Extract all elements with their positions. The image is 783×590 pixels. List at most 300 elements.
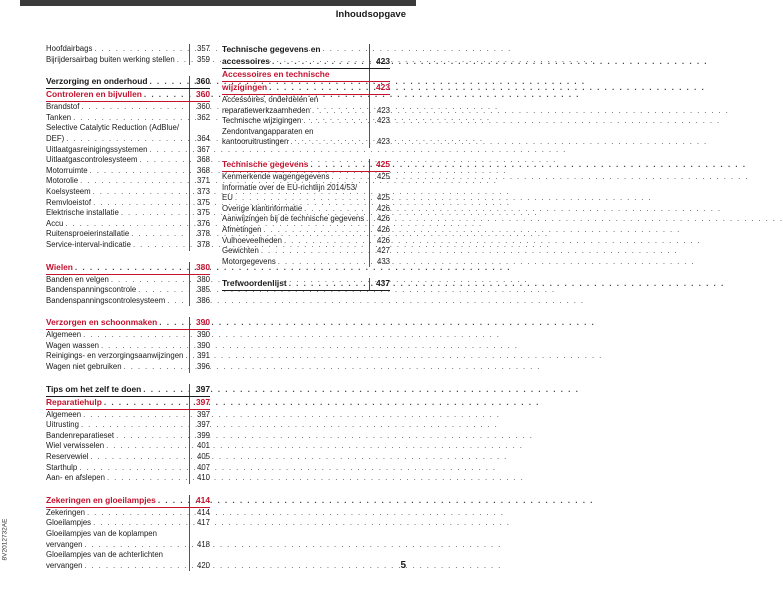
dot-leader <box>278 257 372 268</box>
toc-spacer <box>222 148 390 159</box>
toc-page-number: 396 <box>196 362 210 372</box>
page-separator-rule <box>369 95 370 106</box>
toc-page-number: 397 <box>196 383 210 394</box>
dot-leader <box>84 540 192 551</box>
toc-page-number: 427 <box>376 246 390 256</box>
toc-page-number: 359 <box>196 54 210 64</box>
toc-page-number: 420 <box>196 560 210 570</box>
toc-entry-title: Wagen niet gebruiken <box>46 362 122 372</box>
toc-page-number: 385 <box>196 285 210 295</box>
page-separator-rule <box>189 362 190 373</box>
page-separator-rule <box>189 341 190 352</box>
toc-entry-title: Bijrijdersairbag buiten werking stellen <box>46 54 175 64</box>
dot-leader <box>263 225 372 236</box>
toc-entry-title: Elektrische installatie <box>46 208 119 218</box>
toc-page-number: 414 <box>196 507 210 517</box>
dot-leader <box>139 155 192 166</box>
toc-page-number: 426 <box>376 224 390 234</box>
toc-page-number: 367 <box>196 144 210 154</box>
toc-entry-title: Zekeringen <box>46 507 86 517</box>
toc-page-number: 368 <box>196 165 210 175</box>
toc-page-number: 360 <box>196 89 210 100</box>
toc-entry[interactable] <box>46 420 210 431</box>
page-separator-rule <box>369 82 370 94</box>
dot-leader <box>144 89 192 100</box>
toc-entry-title: Technische wijzigingen <box>222 116 302 126</box>
toc-entry-title: Wielen <box>46 261 73 272</box>
toc-entry-title: Uitrusting <box>46 420 79 430</box>
toc-page-number: 407 <box>196 462 210 472</box>
toc-entry-title: Zendontvangapparaten en <box>222 126 314 136</box>
page-header-title: Inhoudsopgave <box>335 9 406 20</box>
dot-leader <box>235 193 372 204</box>
dot-leader <box>261 246 372 257</box>
toc-page-number: 423 <box>376 137 390 147</box>
page-separator-rule <box>369 204 370 215</box>
toc-entry-title: Bandenreparatieset <box>46 430 115 440</box>
dot-leader <box>159 317 192 328</box>
toc-page-number: 397 <box>196 420 210 430</box>
dot-leader <box>290 137 372 148</box>
dot-leader <box>93 518 192 529</box>
page-separator-rule <box>369 172 370 183</box>
toc-entry-title: Verzorging en onderhoud <box>46 76 148 87</box>
toc-entry-title: Accu <box>46 218 64 228</box>
dot-leader <box>83 410 192 421</box>
toc-entry[interactable] <box>222 172 390 183</box>
page-separator-rule <box>369 214 370 225</box>
page-separator-rule <box>189 529 190 540</box>
page-separator-rule <box>369 116 370 127</box>
toc-page-number: 357 <box>196 44 210 53</box>
toc-entry-title: Tips om het zelf te doen <box>46 383 142 394</box>
page-separator-rule <box>189 208 190 219</box>
page-separator-rule <box>189 155 190 166</box>
toc-entry[interactable] <box>46 208 210 219</box>
page-separator-rule <box>189 431 190 442</box>
toc-chapter-entry[interactable] <box>46 317 210 330</box>
toc-entry-title: DEF) <box>46 133 65 143</box>
toc-entry-title: Reservewiel <box>46 452 89 462</box>
toc-right-column <box>222 44 390 291</box>
document-code <box>1 512 18 572</box>
page-separator-rule <box>369 159 370 171</box>
toc-page-number: 423 <box>376 82 390 92</box>
toc-entry[interactable] <box>222 106 390 117</box>
page-separator-rule <box>189 55 190 66</box>
toc-entry[interactable] <box>46 55 210 66</box>
page-separator-rule <box>189 176 190 187</box>
toc-entry-title: Algemeen <box>46 409 82 419</box>
dot-leader <box>90 452 192 463</box>
dot-leader <box>303 116 372 127</box>
toc-entry-title: Banden en velgen <box>46 274 109 284</box>
toc-entry[interactable] <box>46 452 210 463</box>
page-separator-rule <box>189 384 190 396</box>
toc-entry-title: Wiel verwisselen <box>46 441 105 451</box>
page-separator-rule <box>189 463 190 474</box>
page-separator-rule <box>189 134 190 145</box>
toc-entry[interactable] <box>46 362 210 373</box>
toc-page-number: 418 <box>196 539 210 549</box>
dot-leader <box>79 463 192 474</box>
toc-chapter-entry[interactable] <box>46 397 210 410</box>
toc-entry[interactable] <box>46 441 210 452</box>
toc-entry-title: Accessoires, onderdelen en <box>222 95 319 104</box>
dot-leader <box>269 82 372 93</box>
toc-page-number: 405 <box>196 452 210 462</box>
toc-entry-title: Afmetingen <box>222 224 262 234</box>
page-separator-rule <box>189 113 190 124</box>
toc-page-number: 368 <box>196 155 210 165</box>
toc-entry-title: Overige klantinformatie <box>222 203 303 213</box>
page-separator-rule <box>369 183 370 194</box>
toc-entry-title: Selective Catalytic Reduction (AdBlue/ <box>46 123 180 133</box>
toc-entry[interactable] <box>46 187 210 198</box>
page-separator-rule <box>189 441 190 452</box>
toc-entry-title: EU <box>222 193 233 203</box>
dot-leader <box>272 56 372 67</box>
page-separator-rule <box>189 240 190 251</box>
toc-entry-title: vervangen <box>46 560 83 570</box>
page-separator-rule <box>369 257 370 268</box>
toc-entry[interactable] <box>46 508 210 519</box>
toc-entry[interactable] <box>46 275 210 286</box>
dot-leader <box>310 159 372 170</box>
toc-entry[interactable] <box>222 193 390 204</box>
toc-entry-title: Hoofdairbags <box>46 44 93 53</box>
toc-page-number: 378 <box>196 239 210 249</box>
toc-entry-title: accessoires <box>222 56 270 66</box>
dot-leader <box>107 473 192 484</box>
toc-entry[interactable] <box>46 219 210 230</box>
toc-entry[interactable] <box>46 198 210 209</box>
toc-entry[interactable] <box>222 183 390 194</box>
toc-chapter-entry[interactable] <box>46 262 210 275</box>
toc-entry-title: vervangen <box>46 539 83 549</box>
dot-leader <box>73 113 192 124</box>
toc-entry[interactable] <box>46 341 210 352</box>
toc-entry-title: Reinigings- en verzorgingsaanwijzingen <box>46 351 184 361</box>
toc-entry-title: Gewichten <box>222 246 259 256</box>
toc-entry-title: Tanken <box>46 112 72 122</box>
toc-page-number: 391 <box>196 351 210 361</box>
toc-entry-title: Technische gegevens <box>222 158 309 169</box>
page-separator-rule <box>189 397 190 409</box>
toc-entry-title: Technische gegevens en <box>222 44 321 54</box>
toc-entry[interactable] <box>222 214 390 225</box>
toc-entry[interactable] <box>46 473 210 484</box>
toc-entry-title: Trefwoordenlijst <box>222 278 287 289</box>
dot-leader <box>149 145 192 156</box>
dot-leader <box>93 187 192 198</box>
dot-leader <box>143 384 192 395</box>
toc-entry-title: Gloeilampjes <box>46 518 92 528</box>
toc-chapter-entry[interactable] <box>222 159 390 172</box>
page-separator-rule <box>189 229 190 240</box>
toc-entry[interactable] <box>222 204 390 215</box>
toc-entry-title: wijzigingen <box>222 82 268 92</box>
toc-page-number: 375 <box>196 197 210 207</box>
toc-entry[interactable] <box>46 463 210 474</box>
toc-entry-title: Brandstof <box>46 102 80 112</box>
toc-entry[interactable] <box>222 257 390 268</box>
toc-entry-title: Gloeilampjes van de achterlichten <box>46 550 164 560</box>
toc-page-number: 423 <box>376 105 390 115</box>
toc-entry[interactable] <box>46 44 210 55</box>
toc-chapter-entry[interactable] <box>222 82 390 95</box>
toc-chapter-entry[interactable] <box>222 44 390 56</box>
dot-leader <box>116 431 192 442</box>
toc-spacer <box>222 267 390 278</box>
toc-entry-title: Zekeringen en gloeilampjes <box>46 494 156 505</box>
toc-entry-title: Aan- en afslepen <box>46 473 105 483</box>
toc-page-number: 423 <box>376 56 390 66</box>
page-separator-rule <box>369 127 370 138</box>
dot-leader <box>101 341 192 352</box>
dot-leader <box>84 561 192 572</box>
toc-spacer <box>46 65 210 76</box>
toc-entry[interactable] <box>46 296 210 307</box>
toc-spacer <box>46 251 210 262</box>
toc-entry[interactable] <box>222 236 390 247</box>
toc-page-number: 376 <box>196 218 210 228</box>
toc-entry-title: Wagen wassen <box>46 340 100 350</box>
toc-chapter-entry[interactable] <box>46 76 210 89</box>
toc-page-number: 375 <box>196 208 210 218</box>
page-separator-rule <box>189 330 190 341</box>
toc-chapter-entry[interactable] <box>222 69 390 82</box>
toc-entry-title: Uitlaatgascontrolesysteem <box>46 155 138 165</box>
page-separator-rule <box>189 102 190 113</box>
toc-chapter-entry[interactable] <box>46 384 210 397</box>
page-separator-rule <box>189 89 190 101</box>
toc-page-number: 425 <box>376 158 390 169</box>
toc-entry-title: Motorgegevens <box>222 256 276 266</box>
toc-entry[interactable] <box>46 123 210 134</box>
dot-leader <box>104 397 192 408</box>
page-separator-rule <box>189 275 190 286</box>
page-separator-rule <box>369 246 370 257</box>
page-separator-rule <box>189 495 190 507</box>
toc-page-number: 414 <box>196 494 210 505</box>
dot-leader <box>149 76 192 87</box>
page-separator-rule <box>189 473 190 484</box>
toc-page-number: 362 <box>196 112 210 122</box>
page-separator-rule <box>189 123 190 134</box>
dot-leader <box>304 204 372 215</box>
page-separator-rule <box>369 106 370 117</box>
toc-chapter-entry[interactable] <box>222 56 390 69</box>
toc-entry-title: Reparatiehulp <box>46 396 102 407</box>
toc-entry[interactable] <box>222 95 390 106</box>
toc-entry-title: Informatie over de EU-richtlijn 2014/53/ <box>222 182 358 192</box>
toc-entry-title: Starthulp <box>46 462 78 472</box>
toc-page-number: 360 <box>196 76 210 87</box>
page-separator-rule <box>189 550 190 561</box>
toc-entry-title: Verzorgen en schoonmaken <box>46 317 158 328</box>
toc-entry[interactable] <box>46 176 210 187</box>
page-separator-rule <box>189 410 190 421</box>
toc-entry-title: kantooruitrustingen <box>222 137 289 147</box>
dot-leader <box>284 236 372 247</box>
page-separator-rule <box>189 351 190 362</box>
page-separator-rule <box>189 198 190 209</box>
toc-entry-title: Motorruimte <box>46 165 88 175</box>
toc-entry[interactable] <box>46 102 210 113</box>
toc-entry-title: Kenmerkende wagengegevens <box>222 171 330 181</box>
page-separator-rule <box>369 44 370 56</box>
toc-entry[interactable] <box>46 518 210 529</box>
dot-leader <box>138 285 192 296</box>
dot-leader <box>106 441 192 452</box>
toc-page-number: 433 <box>376 256 390 266</box>
toc-entry[interactable] <box>222 225 390 236</box>
page-separator-rule <box>189 508 190 519</box>
dot-leader <box>81 102 192 113</box>
toc-page-number: 386 <box>196 295 210 305</box>
toc-page-number: 390 <box>196 330 210 340</box>
toc-entry-title: Motorolie <box>46 176 79 186</box>
toc-page-number: 364 <box>196 133 210 143</box>
toc-entry[interactable] <box>46 134 210 145</box>
toc-entry[interactable] <box>46 113 210 124</box>
toc-entry-title: Uitlaatgasreinigingssystemen <box>46 144 148 154</box>
dot-leader <box>312 106 372 117</box>
dot-leader <box>111 275 192 286</box>
toc-entry[interactable] <box>46 540 210 551</box>
toc-entry[interactable] <box>46 155 210 166</box>
toc-entry[interactable] <box>46 229 210 240</box>
toc-entry-title: Aanwijzingen bij de technische gegevens <box>222 214 365 224</box>
page-separator-rule <box>369 225 370 236</box>
toc-entry[interactable] <box>222 246 390 257</box>
toc-page-number: 426 <box>376 203 390 213</box>
document-code-text: 8V2012732AE <box>1 518 9 561</box>
running-header <box>0 0 416 26</box>
toc-page-number: 417 <box>196 518 210 528</box>
toc-page-number: 378 <box>196 229 210 239</box>
dot-leader <box>131 229 192 240</box>
page-separator-rule <box>189 317 190 329</box>
toc-entry[interactable] <box>46 561 210 572</box>
header-band <box>20 0 416 6</box>
toc-chapter-entry[interactable] <box>46 495 210 508</box>
toc-entry[interactable] <box>222 116 390 127</box>
toc-page-number: 380 <box>196 274 210 284</box>
page-separator-rule <box>369 193 370 204</box>
page-separator-rule <box>189 285 190 296</box>
toc-entry-title: Koelsysteem <box>46 186 91 196</box>
dot-leader <box>80 176 192 187</box>
toc-page-number: 425 <box>376 171 390 181</box>
page-separator-rule <box>189 76 190 88</box>
dot-leader <box>75 262 192 273</box>
dot-leader <box>121 208 192 219</box>
toc-entry[interactable] <box>46 330 210 341</box>
toc-page-number: 399 <box>196 430 210 440</box>
page-separator-rule <box>189 296 190 307</box>
toc-entry-title: Accessoires en technische <box>222 69 330 79</box>
toc-entry-title: Controleren en bijvullen <box>46 89 142 100</box>
toc-spacer <box>46 306 210 317</box>
toc-page-number: 390 <box>196 317 210 328</box>
toc-entry-title: Gloeilampjes van de koplampen <box>46 529 157 538</box>
page-number: 5 <box>400 560 406 571</box>
toc-page-number: 437 <box>376 278 390 289</box>
toc-entry[interactable] <box>46 285 210 296</box>
toc-page-number: 426 <box>376 235 390 245</box>
toc-chapter-entry[interactable] <box>46 89 210 102</box>
page-separator-rule <box>189 518 190 529</box>
dot-leader <box>81 420 192 431</box>
page-separator-rule <box>189 262 190 274</box>
toc-entry-title: Vulhoeveelheden <box>222 235 282 245</box>
page-separator-rule <box>189 44 190 55</box>
page-separator-rule <box>369 137 370 148</box>
page-separator-rule <box>369 278 370 290</box>
page-separator-rule <box>369 56 370 68</box>
dot-leader <box>133 240 192 251</box>
toc-page-number: 401 <box>196 441 210 451</box>
dot-leader <box>90 166 192 177</box>
toc-entry[interactable] <box>46 351 210 362</box>
dot-leader <box>65 219 192 230</box>
dot-leader <box>289 278 372 289</box>
dot-leader <box>87 508 192 519</box>
page-separator-rule <box>189 166 190 177</box>
dot-leader <box>66 134 192 145</box>
dot-leader <box>83 330 192 341</box>
page-separator-rule <box>189 219 190 230</box>
toc-entry-title: Bandenspanningscontrolesysteem <box>46 295 166 305</box>
toc-spacer <box>46 373 210 384</box>
toc-page-number: 425 <box>376 193 390 203</box>
toc-entry[interactable] <box>222 137 390 148</box>
toc-entry[interactable] <box>46 529 210 540</box>
dot-leader <box>158 495 192 506</box>
dot-leader <box>124 362 192 373</box>
toc-page-number: 360 <box>196 102 210 112</box>
page-separator-rule <box>369 69 370 81</box>
toc-page-number: 410 <box>196 473 210 483</box>
toc-entry[interactable] <box>46 145 210 156</box>
page-separator-rule <box>189 145 190 156</box>
toc-page-number: 423 <box>376 116 390 126</box>
toc-left-column <box>46 44 210 571</box>
toc-entry-title: reparatiewerkzaamheden <box>222 105 310 115</box>
toc-entry[interactable] <box>222 127 390 138</box>
toc-entry[interactable] <box>46 166 210 177</box>
page-separator-rule <box>189 561 190 572</box>
dot-leader <box>93 198 192 209</box>
toc-page-number: 397 <box>196 396 210 407</box>
toc-spacer <box>46 484 210 495</box>
toc-entry[interactable] <box>46 550 210 561</box>
toc-entry[interactable] <box>46 410 210 421</box>
toc-page-number: 371 <box>196 176 210 186</box>
toc-chapter-entry[interactable] <box>222 278 390 291</box>
dot-leader <box>94 44 192 55</box>
page-separator-rule <box>189 452 190 463</box>
toc-entry-title: Ruitensproeierinstallatie <box>46 229 130 239</box>
toc-page-number: 390 <box>196 340 210 350</box>
toc-entry[interactable] <box>46 240 210 251</box>
toc-page-number: 426 <box>376 214 390 224</box>
toc-entry-title: Algemeen <box>46 330 82 340</box>
toc-entry-title: Bandenspanningscontrole <box>46 285 137 295</box>
toc-entry[interactable] <box>46 431 210 442</box>
